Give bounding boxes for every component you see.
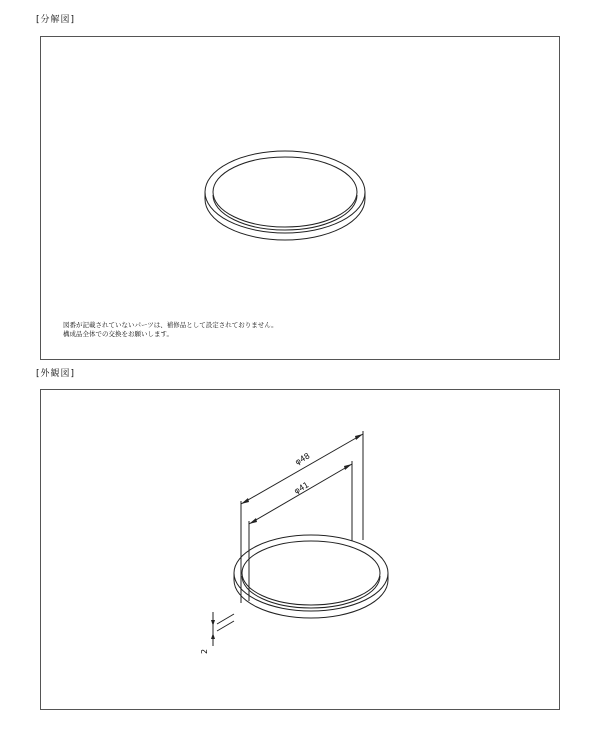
ring-inner-rim xyxy=(213,195,357,230)
note-line-2: 構成品全体での交換をお願いします。 xyxy=(63,330,173,338)
ring-outer-edge xyxy=(205,151,365,233)
exterior-view-panel xyxy=(40,389,560,710)
ring-inner-edge xyxy=(242,541,380,605)
inner-diameter-label: φ41 xyxy=(292,480,311,496)
exploded-view-label: [分解図] xyxy=(36,15,76,25)
note-line-1: 図番が記載されていないパーツは、補修品として設定されておりません。 xyxy=(63,321,278,329)
ring-inner-edge xyxy=(213,157,357,227)
exploded-view-panel xyxy=(40,36,560,360)
inner-dimension-line xyxy=(249,464,352,524)
ring-drawing-exterior xyxy=(41,390,559,709)
ring-inner-rim xyxy=(242,576,380,608)
ring-outer-edge xyxy=(234,535,388,611)
thickness-label: 2 xyxy=(200,648,209,654)
outer-diameter-label: φ48 xyxy=(293,451,312,467)
ring-drawing-exploded xyxy=(41,37,559,359)
exterior-view-label: [外観図] xyxy=(36,369,76,379)
